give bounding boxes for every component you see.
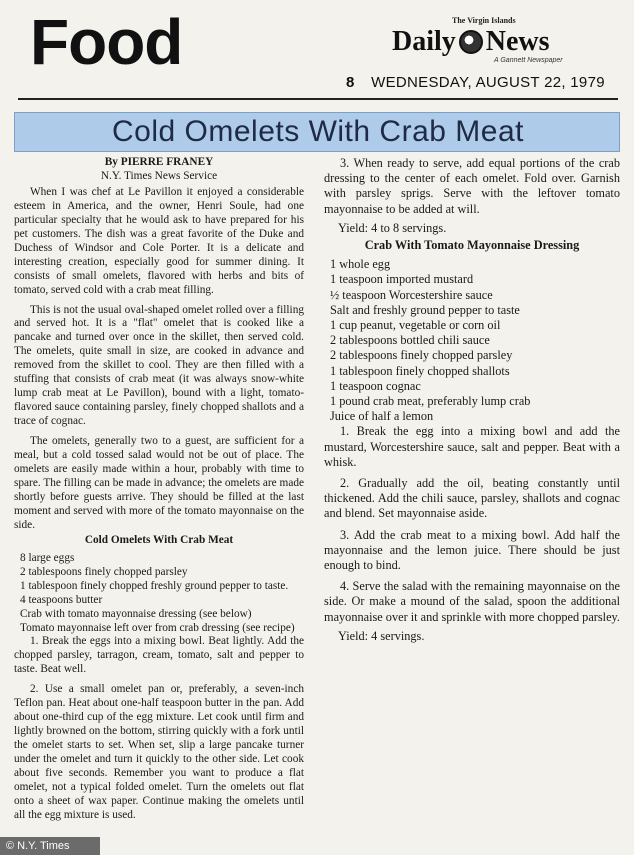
dateline: [346, 74, 605, 91]
ingredient: Tomato mayonnaise left over from crab dressing (see recipe): [20, 621, 295, 634]
ingredient: Salt and freshly ground pepper to taste: [330, 302, 520, 317]
ingredient: 8 large eggs: [20, 551, 75, 564]
paper-name-left: Daily: [392, 26, 456, 57]
recipe-title: Cold Omelets With Crab Meat: [84, 533, 234, 546]
news-service: N.Y. Times News Service: [100, 169, 218, 182]
recipe-yield: Yield: 4 to 8 servings.: [338, 220, 447, 235]
masthead: [0, 0, 634, 112]
article-paragraph: This is not the usual oval-shaped omelet rolled over a filling and served hot. It is a "flat" omelet that is cooked like a pancake and turned over once in the skillet, then served cold. The omelets, quite small in size, are cooked in advance and removed from the skillet to cool. They are then filled with a stuffing that consists of crab meat (it was always snow-white lump crab meat at Le Pavillon), bound with a light, tomato-flavored sauce containing parsley, finely chopped shallots and a trace of cognac.: [14, 303, 304, 428]
ingredient: 1 tablespoon finely chopped shallots: [330, 363, 510, 378]
article-column-left: [14, 156, 304, 823]
ingredient: 1 cup peanut, vegetable or corn oil: [330, 318, 501, 333]
ingredient: 1 teaspoon cognac: [330, 378, 421, 393]
section-title: Food: [30, 6, 183, 78]
ingredient: 1 whole egg: [330, 257, 391, 272]
article-column-right: [324, 156, 620, 646]
recipe-step: 1. Break the eggs into a mixing bowl. Beat lightly. Add the chopped parsley, tarragon, cream, tomato, salt and pepper to taste. Beat well.: [14, 635, 304, 676]
recipe-step: 1. Break the egg into a mixing bowl and add the mustard, Worcestershire sauce, salt and pepper. Beat with a whisk.: [324, 424, 620, 469]
paper-region: The Virgin Islands: [452, 16, 516, 25]
recipe-yield: Yield: 4 servings.: [338, 628, 425, 643]
article-paragraph: The omelets, generally two to a guest, are sufficient for a meal, but a cold tossed salad would not be out of place. The omelets are easily made within a hour, probably with time to spare. The filling can be made in advance; the omelets are made shortly before guests arrive. They should be filled at the last moment and served with more of the tomato mayonnaise on the side.: [14, 435, 304, 531]
ingredient: 1 tablespoon finely chopped freshly ground pepper to taste.: [20, 579, 289, 592]
ingredient: 2 tablespoons finely chopped parsley: [20, 565, 188, 578]
globe-icon: [459, 30, 483, 54]
paper-name-right: News: [485, 26, 550, 57]
headline-banner: [14, 112, 620, 152]
recipe-step-part: 2. Use a small omelet pan or, preferably, a seven-inch Teflon pan. Heat about one-half teaspoon butter in the pan. Add about one-third cup of the egg mixture. Let cook until firm and lightly browned on the bottom, stirring quickly with a fork until the omelet starts to set. When set, slip a large pancake turner under the omelet and turn it quickly to the other side. Let cook about five seconds. Remember you want to produce a flat omelet, not a typical folded omelet. Turn the omelets out flat onto a sheet of wax paper. Continue making the omelets until all the egg mixture is used.: [14, 683, 304, 821]
ingredient: Juice of half a lemon: [330, 409, 434, 424]
paper-subtitle: A Gannett Newspaper: [494, 57, 563, 64]
ingredient: 2 tablespoons finely chopped parsley: [330, 348, 513, 363]
recipe-step: 3. When ready to serve, add equal portions of the crab dressing to the center of each omelet. Fold over. Garnish with parsley sprigs. Serve with the leftover tomato mayonnaise to be added at will.: [324, 156, 620, 216]
ingredient: Crab with tomato mayonnaise dressing (see below): [20, 607, 252, 620]
photo-credit: © N.Y. Times: [0, 837, 100, 855]
recipe-step: 4. Serve the salad with the remaining mayonnaise on the side. Or make a mound of the salad, spoon the additional mayonnaise over it and sprinkle with more chopped parsley.: [324, 579, 620, 624]
ingredient: ½ teaspoon Worcestershire sauce: [330, 287, 493, 302]
article-paragraph: When I was chef at Le Pavillon it enjoyed a considerable esteem in America, and the owner, Henri Soule, had one particular specialty that he would ask to have prepared for his pet customers. The dish was a great favorite of the Duke and Duchess of Windsor and Cole Porter. It is a delicate and interesting creation, especially good for summer dining. It consists of small omelets, flavored with herbs and bits of tomato, served cold with a crab meat filling.: [14, 185, 304, 296]
headline: Cold Omelets With Crab Meat: [112, 115, 524, 148]
issue-date: WEDNESDAY, AUGUST 22, 1979: [371, 74, 605, 91]
ingredient: 2 tablespoons bottled chili sauce: [330, 333, 490, 348]
recipe-step: 3. Add the crab meat to a mixing bowl. Add half the mayonnaise and the lemon juice. There should be just enough to bind.: [324, 527, 620, 573]
ingredient: 1 pound crab meat, preferably lump crab: [330, 394, 531, 409]
page-number: 8: [346, 74, 355, 91]
ingredient: 1 teaspoon imported mustard: [330, 272, 474, 287]
paper-name: [392, 26, 550, 58]
masthead-rule: [18, 98, 618, 100]
recipe-title: Crab With Tomato Mayonnaise Dressing: [364, 238, 580, 253]
ingredient: 4 teaspoons butter: [20, 593, 103, 606]
byline: By PIERRE FRANEY: [104, 156, 214, 168]
recipe-step: [14, 683, 304, 823]
recipe-step: 2. Gradually add the oil, beating constantly until thickened. Add the chili sauce, parsley, shallots and cognac and blend. Set mayonnaise aside.: [324, 476, 620, 521]
